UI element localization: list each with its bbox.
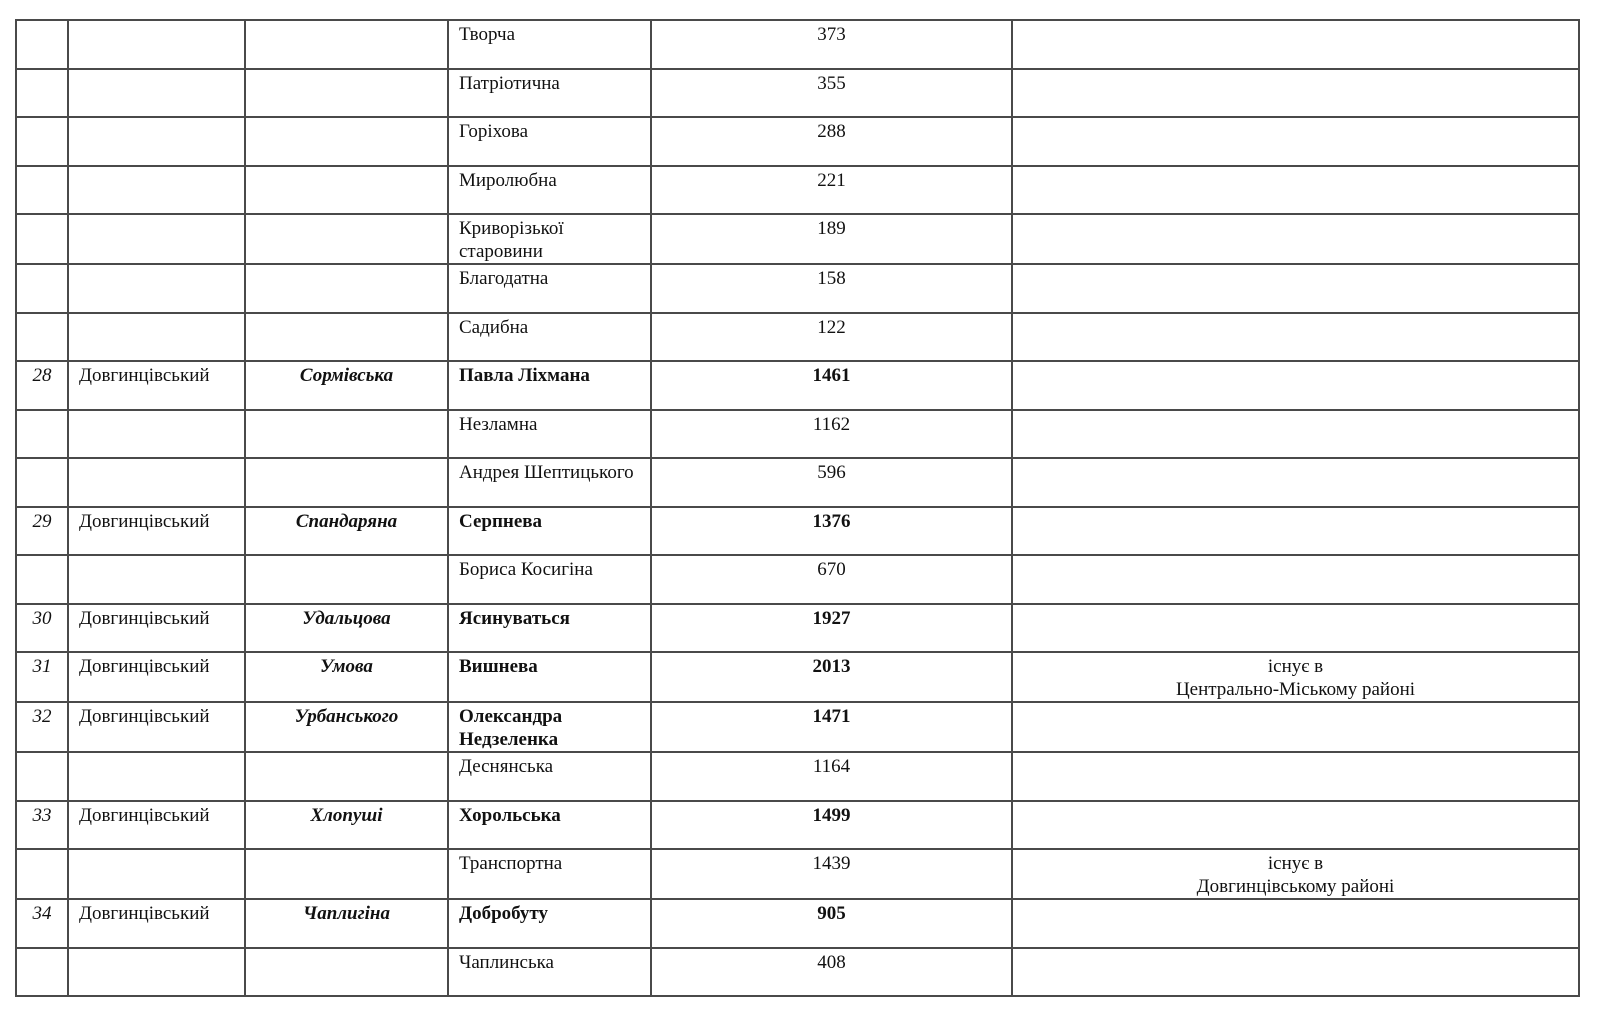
row-number: 29 [16, 507, 68, 556]
note-cell [1012, 361, 1579, 410]
old-name-cell [245, 410, 448, 459]
row-number [16, 20, 68, 69]
new-name-cell: Криворізької старовини [448, 214, 651, 264]
district-cell [68, 117, 245, 166]
vote-count-cell: 1499 [651, 801, 1012, 850]
table-row [16, 410, 1579, 459]
note-line: існує в [1267, 853, 1324, 874]
new-name-cell: Горіхова [448, 117, 651, 166]
row-number [16, 117, 68, 166]
district-cell [68, 458, 245, 507]
district-cell [68, 313, 245, 362]
vote-count-cell: 1439 [651, 849, 1012, 899]
row-number [16, 849, 68, 899]
old-name-cell [245, 849, 448, 899]
old-name-cell [245, 166, 448, 215]
row-number [16, 555, 68, 604]
note-cell [1012, 604, 1579, 653]
new-name-cell: Чаплинська [448, 948, 651, 997]
row-number: 32 [16, 702, 68, 752]
vote-count-cell: 670 [651, 555, 1012, 604]
new-name-cell: Павла Ліхмана [448, 361, 651, 410]
district-cell [68, 410, 245, 459]
old-name-cell: Умова [245, 652, 448, 702]
vote-count-cell: 905 [651, 899, 1012, 948]
table-row [16, 20, 1579, 69]
table-body [16, 20, 1579, 996]
note-cell [1012, 702, 1579, 752]
table-row [16, 555, 1579, 604]
old-name-cell [245, 20, 448, 69]
table-row [16, 702, 1579, 752]
old-name-cell [245, 555, 448, 604]
vote-count-cell: 189 [651, 214, 1012, 264]
row-number: 28 [16, 361, 68, 410]
note-cell [1012, 507, 1579, 556]
old-name-cell: Чаплигіна [245, 899, 448, 948]
district-cell: Довгинцівський [68, 801, 245, 850]
note-cell [1012, 652, 1579, 702]
vote-count-cell: 1164 [651, 752, 1012, 801]
vote-count-cell: 596 [651, 458, 1012, 507]
table-row [16, 117, 1579, 166]
new-name-cell: Вишнева [448, 652, 651, 702]
table-row [16, 361, 1579, 410]
row-number: 33 [16, 801, 68, 850]
new-name-cell: Благодатна [448, 264, 651, 313]
new-name-cell: Деснянська [448, 752, 651, 801]
note-cell [1012, 849, 1579, 899]
old-name-cell: Урбанського [245, 702, 448, 752]
note-cell [1012, 214, 1579, 264]
table-row [16, 166, 1579, 215]
old-name-cell [245, 264, 448, 313]
district-cell [68, 849, 245, 899]
old-name-cell [245, 948, 448, 997]
row-number [16, 410, 68, 459]
table-row [16, 801, 1579, 850]
note-cell [1012, 313, 1579, 362]
old-name-cell: Удальцова [245, 604, 448, 653]
row-number [16, 214, 68, 264]
table-row [16, 652, 1579, 702]
row-number [16, 458, 68, 507]
note-cell [1012, 410, 1579, 459]
vote-count-cell: 1461 [651, 361, 1012, 410]
vote-count-cell: 158 [651, 264, 1012, 313]
row-number [16, 752, 68, 801]
vote-count-cell: 122 [651, 313, 1012, 362]
row-number [16, 313, 68, 362]
note-cell [1012, 555, 1579, 604]
note-cell [1012, 752, 1579, 801]
new-name-cell: Олександра Недзеленка [448, 702, 651, 752]
table-row [16, 899, 1579, 948]
district-cell: Довгинцівський [68, 702, 245, 752]
vote-count-cell: 355 [651, 69, 1012, 118]
table-row [16, 69, 1579, 118]
vote-count-cell: 1927 [651, 604, 1012, 653]
new-name-cell: Серпнева [448, 507, 651, 556]
vote-count-cell: 1471 [651, 702, 1012, 752]
old-name-cell: Хлопуші [245, 801, 448, 850]
note-line: Центрально-Міському районі [1175, 679, 1416, 700]
district-cell: Довгинцівський [68, 899, 245, 948]
table-row [16, 507, 1579, 556]
old-name-cell [245, 117, 448, 166]
note-cell [1012, 264, 1579, 313]
note-line: Довгинцівському районі [1196, 876, 1395, 897]
row-number [16, 948, 68, 997]
note-cell [1012, 69, 1579, 118]
district-cell [68, 752, 245, 801]
row-number: 34 [16, 899, 68, 948]
district-cell [68, 166, 245, 215]
vote-count-cell: 1376 [651, 507, 1012, 556]
district-cell [68, 948, 245, 997]
new-name-cell: Андрея Шептицького [448, 458, 651, 507]
district-cell: Довгинцівський [68, 361, 245, 410]
old-name-cell [245, 69, 448, 118]
table-row [16, 264, 1579, 313]
vote-count-cell: 373 [651, 20, 1012, 69]
table-row [16, 948, 1579, 997]
old-name-cell [245, 214, 448, 264]
new-name-cell: Транспортна [448, 849, 651, 899]
note-cell [1012, 117, 1579, 166]
row-number: 31 [16, 652, 68, 702]
district-cell: Довгинцівський [68, 507, 245, 556]
table-row [16, 849, 1579, 899]
note-cell [1012, 166, 1579, 215]
new-name-cell: Бориса Косигіна [448, 555, 651, 604]
table-row [16, 458, 1579, 507]
district-cell [68, 555, 245, 604]
new-name-cell: Ясинуваться [448, 604, 651, 653]
note-cell [1012, 948, 1579, 997]
vote-count-cell: 408 [651, 948, 1012, 997]
table-row [16, 313, 1579, 362]
note-cell [1012, 801, 1579, 850]
table-row [16, 214, 1579, 264]
old-name-cell: Спандаряна [245, 507, 448, 556]
row-number [16, 69, 68, 118]
old-name-cell [245, 752, 448, 801]
district-cell [68, 20, 245, 69]
row-number: 30 [16, 604, 68, 653]
table-row [16, 752, 1579, 801]
new-name-cell: Садибна [448, 313, 651, 362]
vote-count-cell: 1162 [651, 410, 1012, 459]
note-cell [1012, 20, 1579, 69]
district-cell: Довгинцівський [68, 604, 245, 653]
new-name-cell: Патріотична [448, 69, 651, 118]
table-row [16, 604, 1579, 653]
note-cell [1012, 899, 1579, 948]
district-cell [68, 264, 245, 313]
vote-count-cell: 221 [651, 166, 1012, 215]
note-line: існує в [1267, 656, 1324, 677]
new-name-cell: Миролюбна [448, 166, 651, 215]
row-number [16, 166, 68, 215]
new-name-cell: Незламна [448, 410, 651, 459]
district-cell: Довгинцівський [68, 652, 245, 702]
old-name-cell [245, 313, 448, 362]
district-cell [68, 69, 245, 118]
new-name-cell: Добробуту [448, 899, 651, 948]
vote-count-cell: 2013 [651, 652, 1012, 702]
old-name-cell [245, 458, 448, 507]
street-renaming-table [15, 19, 1580, 997]
vote-count-cell: 288 [651, 117, 1012, 166]
note-cell [1012, 458, 1579, 507]
old-name-cell: Сормівська [245, 361, 448, 410]
row-number [16, 264, 68, 313]
district-cell [68, 214, 245, 264]
new-name-cell: Творча [448, 20, 651, 69]
new-name-cell: Хорольська [448, 801, 651, 850]
